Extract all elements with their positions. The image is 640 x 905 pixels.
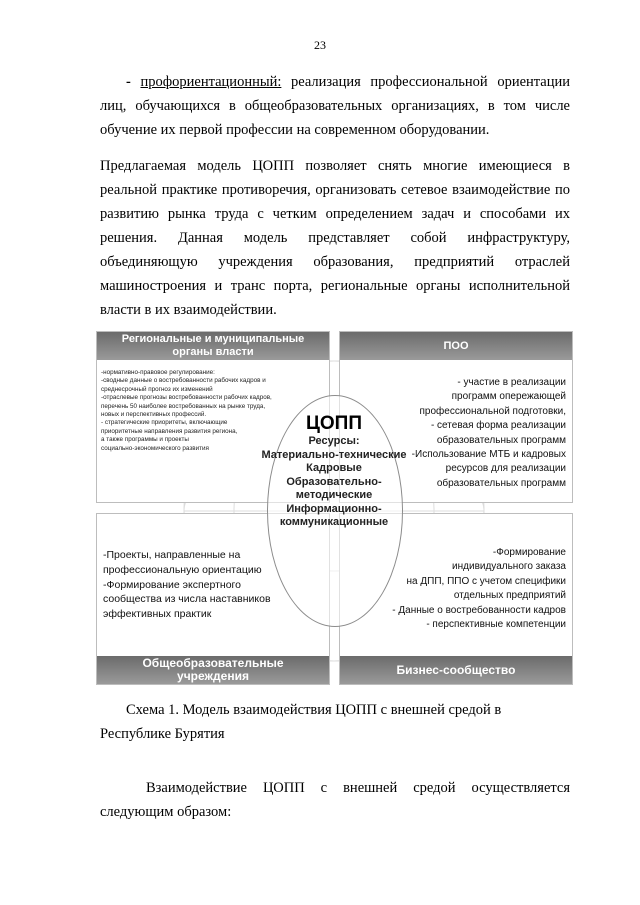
- list-item: новых и перспективных профессий.: [101, 411, 207, 419]
- paragraph-interaction: Взаимодействие ЦОПП с внешней средой осуществляется следующим образом:: [100, 780, 570, 820]
- paragraph-text: реализация профессиональной ориентации лиц, обучающихся в общеобразовательных организациях, в том числе обучение их первой профессии на современном оборудовании.: [100, 74, 571, 138]
- quadrant-title: Бизнес-сообщество: [340, 656, 572, 684]
- underlined-term: профориентационный:: [140, 74, 282, 90]
- list-item: образовательных программ: [436, 434, 566, 446]
- list-item: - сетевая форма реализации: [430, 420, 566, 432]
- list-item: профессиональной подготовки,: [419, 405, 566, 417]
- title-line: учреждения: [177, 669, 249, 683]
- list-item: на ДПП, ППО с учетом специфики: [406, 575, 566, 587]
- quadrant-title: ПОО: [340, 332, 572, 360]
- list-item: Образовательно-: [286, 475, 382, 488]
- title-line: органы власти: [172, 346, 254, 358]
- list-item: - перспективные компетенции: [426, 619, 566, 631]
- list-item: -нормативно-правовое регулирование:: [101, 369, 215, 376]
- list-item: эффективных практик: [103, 608, 212, 621]
- list-item: Материально-технические: [261, 448, 407, 461]
- list-item: -Использование МТБ и кадровых: [411, 449, 566, 461]
- figure-caption: Схема 1. Модель взаимодействия ЦОПП с внешней средой в Республике Бурятия: [100, 702, 502, 742]
- list-item: социально-экономического развития: [101, 444, 209, 452]
- list-item: образовательных программ: [436, 477, 566, 489]
- list-item: - стратегические приоритеты, включающие: [101, 419, 228, 427]
- list-item: ресурсов для реализации: [445, 463, 566, 475]
- list-item: -сводные данные о востребованности рабочих кадров и: [101, 377, 266, 385]
- list-item: среднесрочный прогноз их изменений: [101, 385, 213, 393]
- list-item: отдельных предприятий: [453, 590, 566, 602]
- page-number: 23: [314, 38, 326, 52]
- quadrant-title: [97, 332, 329, 360]
- list-item: приоритетные направления развития региона,: [101, 427, 238, 435]
- list-item: индивидуального заказа: [452, 561, 566, 573]
- list-item: -Формирование экспертного: [103, 578, 241, 591]
- interaction-diagram: [96, 331, 573, 686]
- list-item: Ресурсы:: [308, 435, 360, 447]
- list-item: Кадровые: [306, 462, 362, 474]
- center-title: ЦОПП: [306, 413, 362, 434]
- paragraph-model-description: Предлагаемая модель ЦОПП позволяет снять многие имеющиеся в реальной практике противоречия, организовать сетевое взаимодействие по развитию рынка труда с четким определением задач и способами их решения. Данная модель представляет собой инфраструктуру, объединяющую учреждения образования, предприятий отраслей машиностроения и транс порта, региональные органы исполнительной власти в их взаимодействии.: [100, 158, 570, 318]
- list-item: -Проекты, направленные на: [103, 549, 241, 561]
- list-item: перечень 50 наиболее востребованных на рынке труда,: [101, 402, 266, 410]
- title-line: Общеобразовательные: [142, 656, 284, 670]
- list-item: программ опережающей: [451, 391, 566, 403]
- paragraph-career-guidance: [100, 70, 570, 142]
- list-item: Информационно-: [286, 502, 382, 515]
- list-dash: -: [126, 74, 131, 90]
- list-item: - Данные о востребованности кадров: [392, 604, 566, 616]
- list-item: а также программы и проекты: [101, 436, 189, 444]
- title-line: Региональные и муниципальные: [121, 333, 305, 345]
- list-item: -отраслевые прогнозы востребованности рабочих кадров,: [101, 394, 272, 402]
- resources-list: [251, 435, 417, 530]
- center-copp: [251, 413, 417, 530]
- quadrant-title: [97, 656, 329, 684]
- list-item: -Формирование: [492, 547, 566, 558]
- list-item: сообщества из числа наставников: [103, 593, 271, 606]
- list-item: коммуникационные: [279, 516, 389, 528]
- list-item: - участие в реализации: [457, 377, 566, 388]
- list-item: профессиональную ориентацию: [103, 563, 262, 576]
- list-item: методические: [295, 489, 373, 501]
